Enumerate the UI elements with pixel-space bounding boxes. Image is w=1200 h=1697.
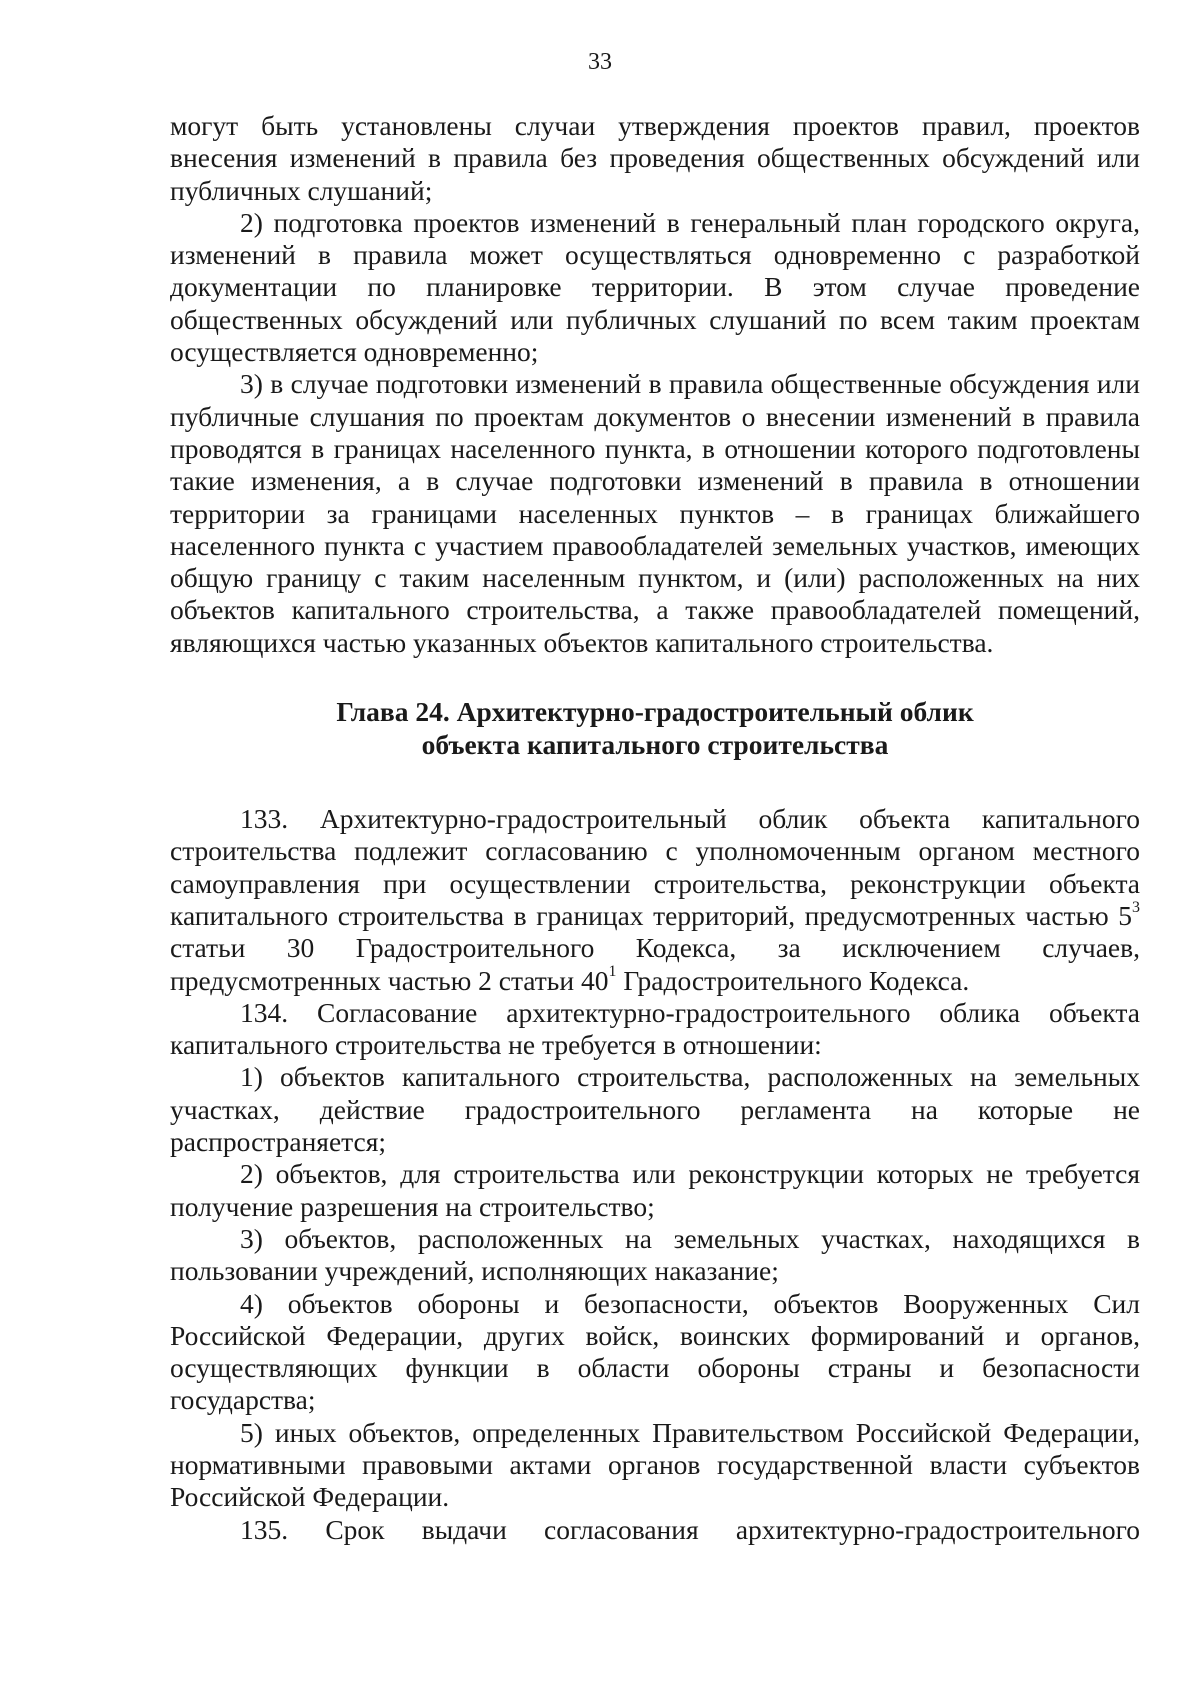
clause-133-superscript-2: 1	[608, 963, 617, 981]
clause-134-item-1: 1) объектов капитального строительства, расположенных на земельных участках, действие градостроительного регламента на которые не распространяется;	[170, 1061, 1140, 1158]
list-item-2: 2) подготовка проектов изменений в генеральный план городского округа, изменений в правила может осуществляться одновременно с разработкой документации по планировке территории. В этом случае проведение общественных обсуждений или публичных слушаний по всем таким проектам осуществляется одновременно;	[170, 206, 1140, 368]
clause-133	[170, 803, 1140, 997]
chapter-title-line-1: Глава 24. Архитектурно-градостроительный облик	[336, 696, 974, 728]
clause-134-intro: 134. Согласование архитектурно-градостроительного облика объекта капитального строительства не требуется в отношении:	[170, 996, 1140, 1061]
chapter-heading	[170, 695, 1140, 761]
list-item-3: 3) в случае подготовки изменений в правила общественные обсуждения или публичные слушания по проектам документов о внесении изменений в правила проводятся в границах населенного пункта, в отношении которого подготовлены такие изменения, а в случае подготовки изменений в правила в отношении территории за границами населенных пунктов – в границах ближайшего населенного пункта с участием правообладателей земельных участков, имеющих общую границу с таким населенным пунктом, и (или) расположенных на них объектов капитального строительства, а также правообладателей помещений, являющихся частью указанных объектов капитального строительства.	[170, 368, 1140, 658]
clause-134-item-5: 5) иных объектов, определенных Правительством Российской Федерации, нормативными правовыми актами органов государственной власти субъектов Российской Федерации.	[170, 1416, 1140, 1513]
clause-133-superscript-1: 3	[1132, 898, 1140, 916]
clause-133-text-2: статьи 30 Градостроительного Кодекса, за исключением случаев, предусмотренных частью 2 статьи 40	[170, 932, 1140, 996]
clause-133-text-3: Градостроительного Кодекса.	[616, 964, 970, 996]
chapter-title-line-2: объекта капитального строительства	[421, 729, 889, 761]
clause-134-item-4: 4) объектов обороны и безопасности, объектов Вооруженных Сил Российской Федерации, других войск, воинских формирований и органов, осуществляющих функции в области обороны страны и безопасности государства;	[170, 1287, 1140, 1416]
clause-134-item-3: 3) объектов, расположенных на земельных участках, находящихся в пользовании учреждений, исполняющих наказание;	[170, 1222, 1140, 1287]
continuation-paragraph: могут быть установлены случаи утверждения проектов правил, проектов внесения изменений в правила без проведения общественных обсуждений или публичных слушаний;	[170, 110, 1140, 206]
clause-134-item-2: 2) объектов, для строительства или реконструкции которых не требуется получение разрешения на строительство;	[170, 1158, 1140, 1222]
clause-133-text-1: 133. Архитектурно-градостроительный облик объекта капитального строительства подлежит согласованию с уполномоченным органом местного самоуправления при осуществлении строительства, реконструкции объекта капитального строительства в границах территорий, предусмотренных частью 5	[170, 803, 1140, 931]
clause-135-start: 135. Срок выдачи согласования архитектурно-градостроительного	[240, 1513, 1140, 1545]
document-body	[170, 110, 1140, 1546]
page-number: 33	[588, 49, 612, 75]
